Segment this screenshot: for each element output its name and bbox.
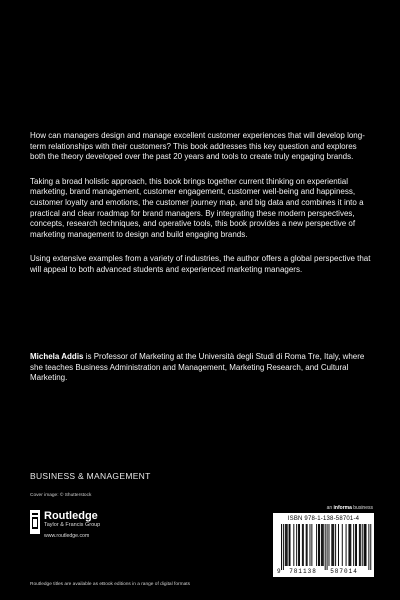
barcode-bar bbox=[327, 524, 328, 570]
author-bio-text: is Professor of Marketing at the Università degli Studi di Roma Tre, Italy, where she teaches Business Administration and Management, Marketing Research, and Cultural Marketing. bbox=[30, 352, 365, 383]
cover-image-credit: Cover image: © Shutterstock bbox=[30, 493, 92, 498]
publisher-group: Taylor & Francis Group bbox=[44, 522, 101, 528]
barcode-bar bbox=[299, 524, 300, 566]
publisher-url[interactable]: www.routledge.com bbox=[44, 533, 90, 539]
subject-category: BUSINESS & MANAGEMENT bbox=[30, 471, 151, 481]
isbn-barcode bbox=[273, 513, 374, 577]
barcode-bar bbox=[342, 524, 343, 566]
barcode-bar bbox=[332, 524, 333, 566]
barcode-bar bbox=[319, 524, 320, 566]
barcode-bar bbox=[303, 524, 304, 566]
barcode-bar bbox=[322, 524, 323, 566]
barcode-bar bbox=[307, 524, 308, 566]
barcode-bars bbox=[281, 524, 371, 570]
publisher-block bbox=[30, 510, 100, 544]
publisher-text bbox=[44, 510, 100, 540]
barcode-bar bbox=[365, 524, 366, 566]
informa-suffix: business bbox=[351, 505, 373, 511]
barcode-bar bbox=[287, 524, 288, 566]
back-cover-blurb bbox=[30, 131, 372, 290]
barcode-bar bbox=[311, 524, 312, 566]
barcode-bar bbox=[298, 524, 299, 566]
ebook-availability-note: Routledge titles are available as eBook editions in a range of digital formats bbox=[30, 582, 190, 587]
barcode-bar bbox=[286, 524, 287, 566]
isbn-label: ISBN 978-1-138-58701-4 bbox=[287, 516, 360, 522]
barcode-bar bbox=[285, 524, 286, 566]
blurb-paragraph-2: Taking a broad holistic approach, this book brings together current thinking on experiential marketing, brand management, customer engagement, customer well-being and happiness, customer loyalty and emotions, the customer journey map, and big data and combines it into a practical and clear roadmap for brand managers. By integrating these modern perspectives, concepts, research techniques, and operative tools, this book provides a new perspective of marketing management to design and build engaging brands. bbox=[30, 176, 364, 239]
barcode-bar bbox=[350, 524, 351, 566]
barcode-graphic bbox=[273, 513, 374, 577]
barcode-bar bbox=[366, 524, 367, 566]
author-bio bbox=[30, 352, 372, 384]
publisher-name: Routledge bbox=[44, 510, 98, 522]
barcode-bar bbox=[321, 524, 322, 566]
barcode-bar bbox=[329, 524, 330, 566]
blurb-paragraph-3: Using extensive examples from a variety of industries, the author offers a global perspective that will appeal to both advanced students and experienced marketing managers. bbox=[30, 254, 371, 274]
barcode-bar bbox=[359, 524, 360, 566]
barcode-bar bbox=[290, 524, 291, 566]
barcode-bar bbox=[325, 524, 326, 570]
barcode-bar bbox=[355, 524, 356, 566]
barcode-bar bbox=[289, 524, 290, 566]
barcode-bar bbox=[362, 524, 363, 566]
barcode-bar bbox=[356, 524, 357, 566]
barcode-bar bbox=[370, 524, 371, 570]
barcode-bar bbox=[296, 524, 297, 566]
author-name: Michela Addis bbox=[30, 352, 84, 361]
barcode-bar bbox=[360, 524, 361, 566]
barcode-bar bbox=[293, 524, 294, 566]
barcode-bar bbox=[281, 524, 282, 570]
informa-brand: informa bbox=[333, 505, 352, 511]
barcode-bar bbox=[338, 524, 339, 566]
barcode-left-digits: 781138 bbox=[289, 568, 317, 575]
barcode-bar bbox=[316, 524, 317, 566]
barcode-bar bbox=[349, 524, 350, 566]
blurb-paragraph-1: How can managers design and manage excellent customer experiences that will develop long-term relationships with their customers? This book addresses this key question and explores both the theory developed over the past 20 years and tools to create truly engaging brands. bbox=[30, 131, 365, 162]
barcode-bar bbox=[318, 524, 319, 566]
barcode-bar bbox=[346, 524, 347, 566]
barcode-bar bbox=[283, 524, 284, 570]
informa-business-tagline bbox=[327, 505, 373, 511]
informa-prefix: an bbox=[326, 505, 334, 511]
barcode-bar bbox=[331, 524, 332, 566]
barcode-bar bbox=[348, 524, 349, 566]
barcode-bar bbox=[302, 524, 303, 566]
barcode-bar bbox=[364, 524, 365, 566]
barcode-right-digits: 587014 bbox=[330, 568, 358, 575]
barcode-bar bbox=[323, 524, 324, 566]
barcode-bar bbox=[353, 524, 354, 566]
barcode-bar bbox=[306, 524, 307, 566]
barcode-bar bbox=[335, 524, 336, 566]
routledge-book-logo-icon bbox=[30, 510, 40, 534]
barcode-bar bbox=[368, 524, 369, 570]
barcode-bar bbox=[333, 524, 334, 566]
barcode-bar bbox=[310, 524, 311, 566]
barcode-first-digit: 9 bbox=[277, 568, 281, 575]
